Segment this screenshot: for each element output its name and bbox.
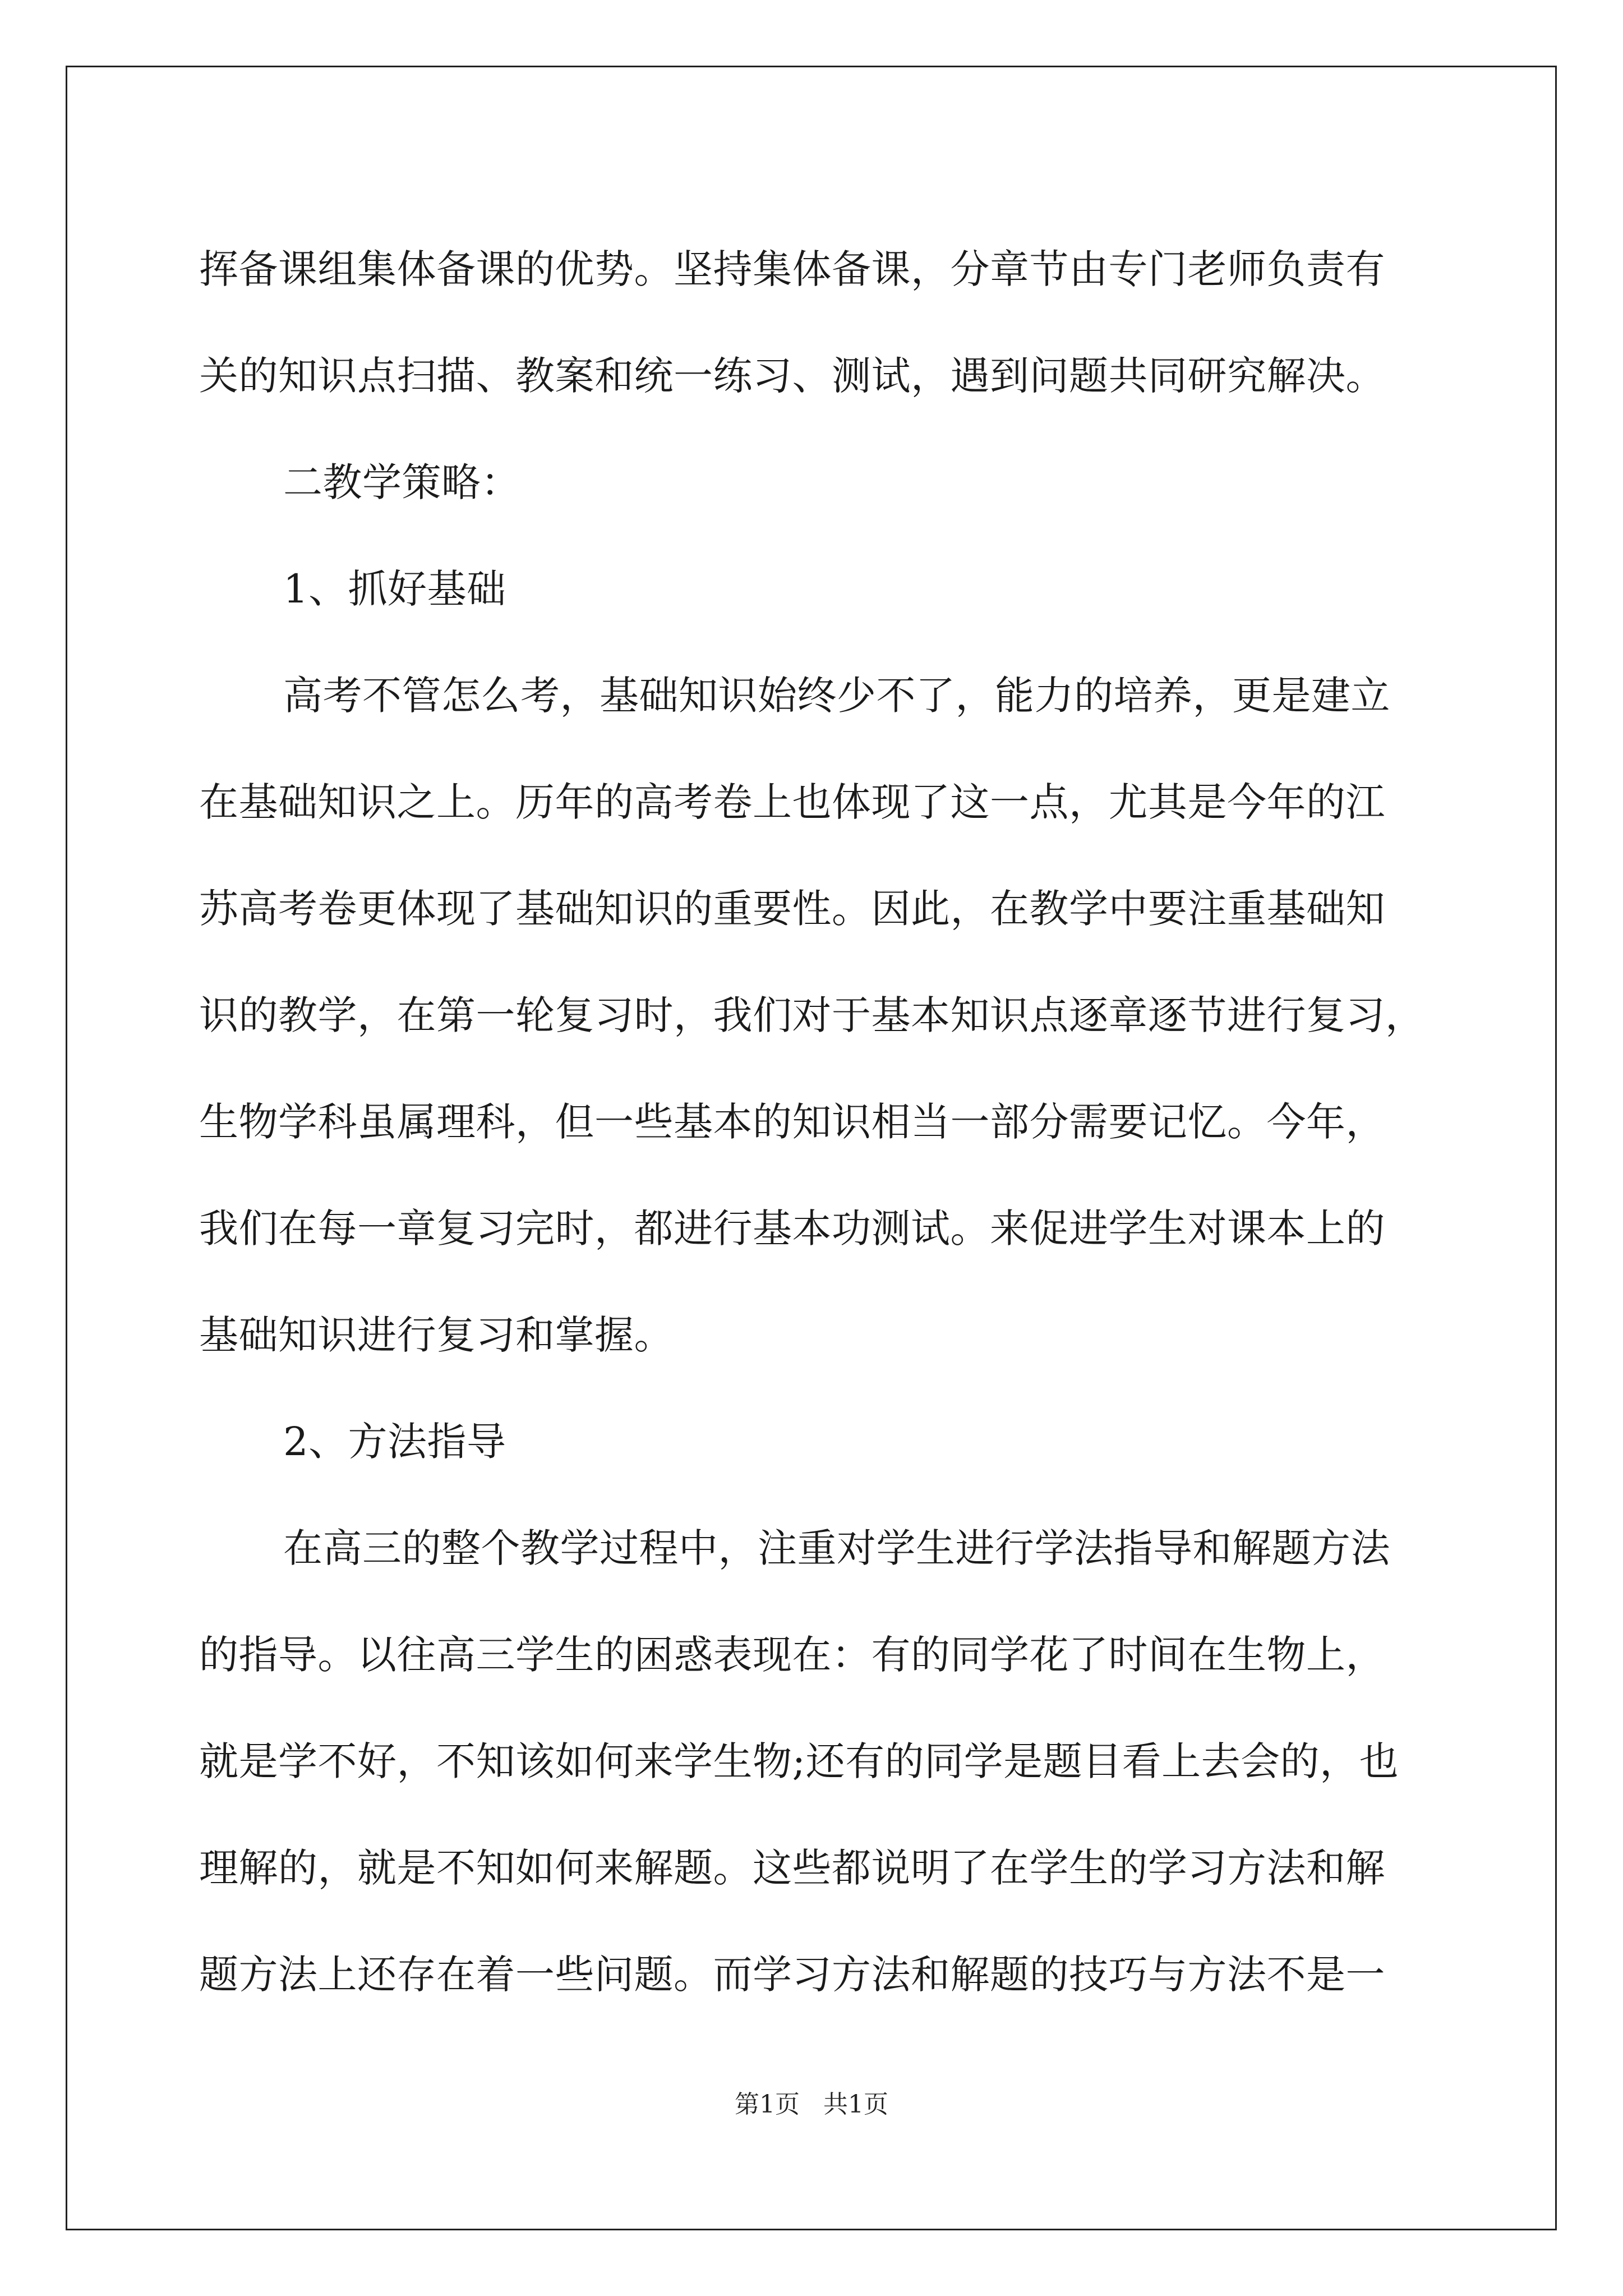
section-heading: 二教学策略： bbox=[283, 459, 520, 505]
text-line: 苏高考卷更体现了基础知识的重要性。因此，在教学中要注重基础知 bbox=[199, 886, 1385, 932]
text-line: 挥备课组集体备课的优势。坚持集体备课，分章节由专门老师负责有 bbox=[199, 246, 1385, 292]
document-body bbox=[199, 216, 1427, 2028]
text-line: 题方法上还存在着一些问题。而学习方法和解题的技巧与方法不是一 bbox=[199, 1952, 1385, 1998]
subsection-heading: 2、方法指导 bbox=[283, 1419, 506, 1465]
text-line: 识的教学，在第一轮复习时，我们对于基本知识点逐章逐节进行复习， bbox=[199, 992, 1425, 1038]
text-line: 在高三的整个教学过程中，注重对学生进行学法指导和解题方法 bbox=[283, 1525, 1390, 1571]
text-line: 就是学不好，不知该如何来学生物;还有的同学是题目看上去会的，也 bbox=[199, 1738, 1399, 1784]
text-line: 我们在每一章复习完时，都进行基本功测试。来促进学生对课本上的 bbox=[199, 1205, 1385, 1251]
text-line: 基础知识进行复习和掌握。 bbox=[199, 1312, 674, 1358]
text-line: 高考不管怎么考，基础知识始终少不了，能力的培养，更是建立 bbox=[283, 673, 1390, 719]
text-line: 在基础知识之上。历年的高考卷上也体现了这一点，尤其是今年的江 bbox=[199, 779, 1385, 825]
text-line: 理解的，就是不知如何来解题。这些都说明了在学生的学习方法和解 bbox=[199, 1845, 1385, 1891]
text-line: 的指导。以往高三学生的困惑表现在：有的同学花了时间在生物上， bbox=[199, 1632, 1385, 1678]
text-line: 关的知识点扫描、教案和统一练习、测试，遇到问题共同研究解决。 bbox=[199, 353, 1385, 399]
page-number: 第1页 共1页 bbox=[735, 2090, 888, 2119]
subsection-heading: 1、抓好基础 bbox=[283, 566, 506, 612]
text-line: 生物学科虽属理科，但一些基本的知识相当一部分需要记忆。今年， bbox=[199, 1099, 1385, 1145]
